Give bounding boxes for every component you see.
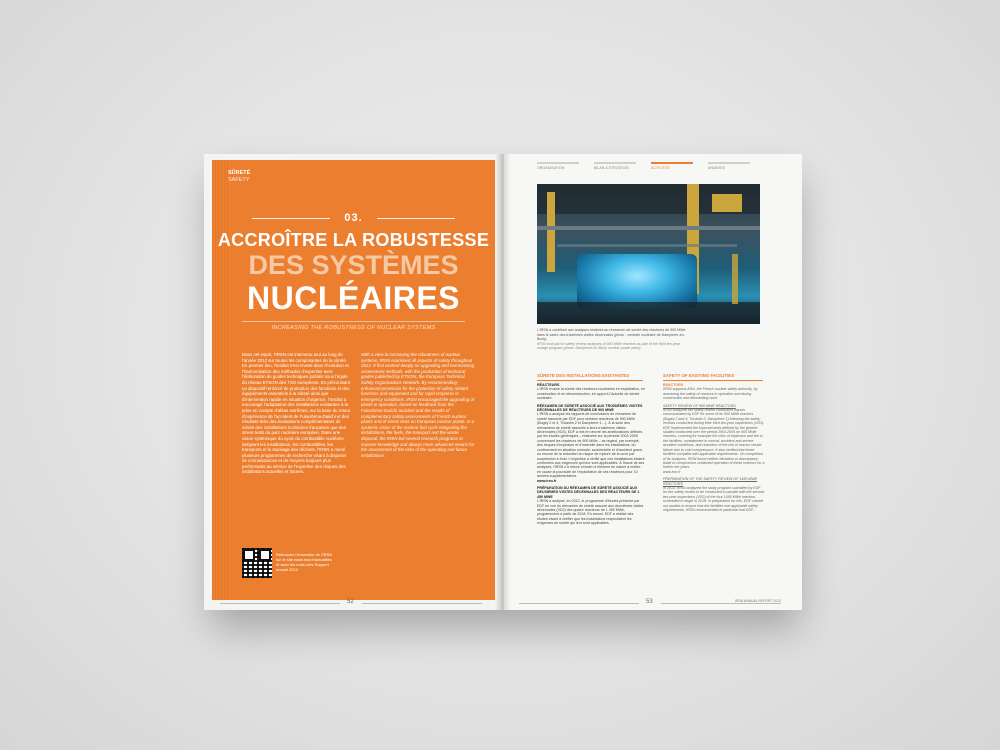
fr-paragraph-2: L'IRSN a analysé les rapports de conclusions de réexamen de sûreté transmis par EDF pour certains réacteurs de 900 MWe (Bugey 2 et 4, Tricastin 2 et Dampierre 1…). À la suite des réexamens de sûreté associés à leurs troisièmes visites décennales (VD3), EDF a mis en œuvre les améliorations définies par les études génériques – réalisées sur la période 2003-2009 concernant les réacteurs de 900 MWe – as regard, par exemple, des risques d'explosion et d'incendie dans les installations, du confinement en situation normale, accidentelle et d'accident grave, ou encore de la réduction du risque de rupture de la cuve par surpression à froid. L'expertise a vérifié que ces installations étaient conformes aux exigences qui leur sont applicables. À l'issue de ses analyses, l'IRSN n'a relevé ni écart ni élément de nature à mettre en cause la poursuite de l'exploitation de ces réacteurs pour 10 années supplémentaires.	[537, 412, 645, 479]
qr-caption: Retrouvez l'ensemble de l'IRSN sur le site www.irsn.fr/actualites et avec les mots-clés Rapport annuel 2012	[276, 552, 333, 572]
nav-label: BILAN & STRATÉGIE	[594, 166, 629, 170]
en-paragraph-1: IRSN supports ASN, the French nuclear safety authority, by assessing the safety of reactors in operation and during construction and dismantling work.	[663, 387, 758, 401]
book-spine-shadow	[495, 154, 511, 610]
french-column	[537, 383, 645, 526]
footer-rule-left	[519, 603, 639, 604]
subtitle-english: INCREASING THE ROBUSTNESS OF NUCLEAR SYSTEMS	[271, 325, 436, 331]
english-column	[663, 383, 765, 512]
title-line-3: NUCLÉAIRES	[246, 280, 460, 316]
open-magazine	[204, 154, 802, 610]
fr-heading-reactors: RÉACTEURS	[537, 383, 560, 387]
title-rule-right	[377, 218, 455, 219]
nav-label: ORGANISATION	[537, 166, 565, 170]
section-label: SÛRETÉ	[228, 170, 251, 176]
footer-rule-left	[220, 603, 340, 604]
footer-text-right: IRSN ANNUAL REPORT 2012	[735, 599, 781, 603]
fr-heading-1450mwe: PRÉPARATION DU RÉEXAMEN DE SÛRETÉ ASSOCIÉ AUX DEUXIÈMES VISITES DÉCENNALES DES RÉACTEURS DE 1 450 MWE	[537, 485, 640, 499]
orange-feature-panel	[212, 160, 495, 600]
page-number-right: 53	[646, 599, 653, 605]
nav-tab-bilan[interactable]	[594, 162, 636, 171]
caption-french: L'IRSN a contribué aux analyses relatives au réexamen de sûreté des réacteurs de 900 MWe dans le cadre des troisièmes visites décennales (photo : centrale nucléaire de Dampierre-en-Burly).	[537, 328, 686, 342]
photo-caption	[537, 328, 687, 351]
en-heading-1450mwe: PREPARATION OF THE SAFETY REVIEW OF 1450 MWE REACTORS	[663, 477, 758, 486]
nav-tab-annexes[interactable]	[708, 162, 750, 171]
section-tag	[228, 170, 250, 184]
body-text-english: With a view to increasing the robustness of nuclear systems, IRSN examined all aspects of safety throughout 2012. It first worked deeply on upgrading and harmonizing assessment methods, with the production of technical guides published by ETSON, the European Technical Safety Organisations Network. By recommending enhanced provisions for the protection of safety related functions and equipment and for rapid response in emergency conditions, IRSN encouraged the upgrading of plants in operation, based on feedback from the Fukushima-Daiichi accident and the results of complementary safety assessments of French nuclear plants and of stress tests on European nuclear plants. In a systemic vision of the nuclear fuel cycle integrating the installations, the fuels, the transport and the waste disposal, the IRSN led several research programs to improve knowledge and always more advanced means for the assessment of the risks of the operating and future installations.	[361, 352, 475, 458]
en-heading-900mwe: SAFETY REVIEW OF 900 MWE REACTORS	[663, 403, 736, 408]
section-sublabel: SAFETY	[228, 177, 250, 183]
decorative-stripes	[212, 160, 230, 600]
right-page	[503, 154, 802, 610]
section-rule-french	[537, 380, 643, 381]
fr-paragraph-3: L'IRSN a analysé, en 2012, le programme d'études présenté par EDF en vue du réexamen de sûreté associé aux deuxièmes visites décennales (VD2) des quatre réacteurs de 1 450 MWe, programmées à partir de 2018. En amont, EDF a réalisé des études visant à vérifier que les installations respectaient les exigences de sûreté qui leur sont applicables.	[537, 499, 644, 526]
section-title-english: SAFETY OF EXISTING FACILITIES	[663, 373, 735, 378]
nav-label: ANNEXES	[708, 166, 726, 170]
en-paragraph-2: IRSN analyzed the safety review conclusion reports communicated by EDF for some of its 900 MWe reactors (Bugey 2 and 4, Tricastin 2, Dampierre 1) following the safety reviews conducted during their third ten-year inspections (VD3). EDF implemented the improvements defined by the generic studies conducted over the period 2003-2009 on 900 MWe reactors, covering for example the risks of explosion and fire in the facilities, containment in normal, accident and severe accident conditions, and reduction of the risk of reactor vessel failure due to cold overpressure. It also verified that these facilities complied with applicable requirements. On completion of its analyses, IRSN found neither deviation or discrepancy liable to compromise continued operation of these reactors for a further ten years.	[663, 408, 765, 470]
qr-code-icon[interactable]	[242, 548, 272, 578]
nav-bar	[708, 162, 750, 164]
reactor-pool	[577, 254, 697, 309]
nav-tab-activites[interactable]	[651, 162, 693, 171]
subtitle-rule	[242, 321, 465, 322]
en-paragraph-3: In 2012, IRSN analyzed the study program submitted by EDF for the safety review to be conducted in parallel with the second ten-year inspections (VD2) of the four 1450 MWe reactors, scheduled to begin in 2018. In preparation for this, EDF carried out studies to ensure that the facilities met applicable safety requirements. IRSN recommended in particular that EDF...	[663, 485, 765, 512]
en-link[interactable]: www.irsn.fr	[663, 469, 681, 474]
nav-bar-active	[651, 162, 693, 164]
nav-bar	[594, 162, 636, 164]
fr-heading-900mwe: RÉEXAMEN DE SÛRETÉ ASSOCIÉ AUX TROISIÈMES VISITES DÉCENNALES DE RÉACTEURS DE 900 MWE	[537, 403, 643, 413]
title-line-1: ACCROÎTRE LA ROBUSTESSE	[217, 230, 490, 250]
body-text-french: Dans cet esprit, l'IRSN est intervenu tout au long de l'année 2012 sur toutes les composantes de la sûreté. En premier lieu, l'Institut s'est investi dans l'évolution et l'harmonisation des méthodes d'expertise avec l'élaboration de guides techniques publiés sous l'égide du réseau ETSON des TSO européens. En préconisant un dispositif renforcé de protection des fonctions et des équipements essentiels à la sûreté ainsi que d'intervention rapide en situation d'urgence, l'Institut a encouragé l'adaptation des installations existantes à la prise en compte d'aléas extrêmes, sur la base du retour d'expérience de l'accident de Fukushima-Daiichi et des résultats tirés des évaluations complémentaires de sûreté des installations nucléaires françaises que des stress tests du parc nucléaire européen. Dans une vision systémique du cycle du combustible nucléaire intégrant les installations, les combustibles, les transports et le stockage des déchets, l'IRSN a mené plusieurs programmes de recherche visant à disposer de connaissances et de moyens toujours plus performants au service de l'expertise des risques des installations actuelles et futures.	[242, 352, 351, 475]
nav-label: ACTIVITÉS	[651, 166, 670, 170]
fr-paragraph-1: L'IRSN évalue la sûreté des réacteurs nucléaires en exploitation, en construction et en déconstruction, en appui à l'Autorité de sûreté nucléaire.	[537, 387, 645, 401]
fr-link[interactable]: www.irsn.fr	[537, 478, 557, 483]
section-rule-english	[663, 380, 763, 381]
footer-rule-right	[661, 603, 781, 604]
left-page	[204, 154, 503, 610]
title-line-2: DES SYSTÈMES	[248, 250, 459, 280]
section-title-french: SÛRETÉ DES INSTALLATIONS EXISTANTES	[537, 373, 630, 378]
chapter-number: 03.	[344, 212, 363, 224]
reactor-pool-photo	[537, 184, 760, 324]
page-number-left: 52	[347, 599, 354, 605]
nav-bar	[537, 162, 579, 164]
en-heading-reactors: REACTORS	[663, 383, 684, 387]
footer-rule-right	[362, 603, 482, 604]
nav-tab-organisation[interactable]	[537, 162, 579, 171]
caption-english: IRSN took part in safety review analyses of 900 MWe reactors as part of the third ten-year outage program (photo: Dampierre-en-Burly nuclear power plant).	[537, 341, 680, 351]
